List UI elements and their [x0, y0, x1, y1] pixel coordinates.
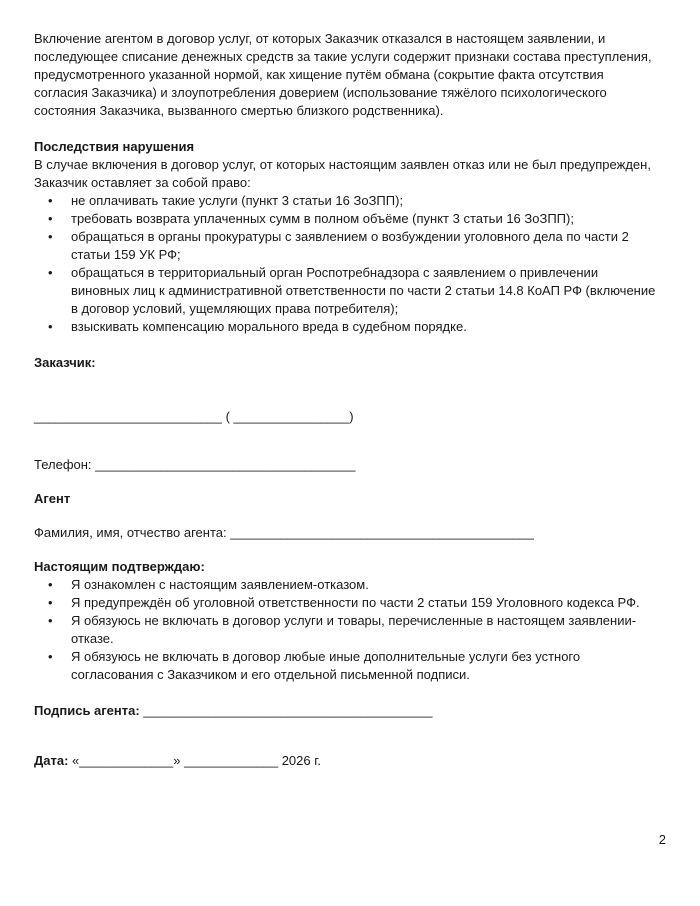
- intro-line: Включение агентом в договор услуг, от которых Заказчик отказался в настоящем заявлении, и: [34, 31, 606, 46]
- agent-signature-field[interactable]: [34, 702, 674, 720]
- customer-phone-field[interactable]: Телефон: ____________________________________: [34, 457, 356, 472]
- list-item: • Я ознакомлен с настоящим заявлением-отказом.: [71, 576, 674, 594]
- confirm-list: [34, 576, 674, 684]
- intro-line: согласия Заказчика) и злоупотребления доверием (использование тяжёлого психологического: [34, 85, 607, 100]
- list-item: • требовать возврата уплаченных сумм в полном объёме (пункт 3 статьи 16 ЗоЗПП);: [71, 210, 674, 228]
- consequences-heading: Последствия нарушения: [34, 139, 195, 154]
- agent-signature-line: ________________________________________: [139, 703, 433, 718]
- list-item: • обращаться в органы прокуратуры с заявлением о возбуждении уголовного дела по части 2 статьи 159 УК РФ;: [71, 228, 674, 264]
- date-line: «_____________» _____________ 2026 г.: [68, 753, 321, 768]
- consequences-lead-line: Заказчик оставляет за собой право:: [34, 175, 251, 190]
- confirm-section: [34, 558, 674, 684]
- agent-signature-label: Подпись агента:: [34, 703, 140, 718]
- list-item: • взыскивать компенсацию морального вреда в судебном порядке.: [71, 318, 674, 336]
- date-label: Дата:: [34, 753, 69, 768]
- intro-line: предусмотренного указанной нормой, как хищение путём обмана (сокрытие факта отсутствия: [34, 67, 604, 82]
- consequences-lead-line: В случае включения в договор услуг, от которых настоящим заявлен отказ или не был предупрежден,: [34, 157, 651, 172]
- customer-signature-field[interactable]: __________________________ ( ________________): [34, 409, 354, 424]
- list-item: • Я обязуюсь не включать в договор любые иные дополнительные услуги без устного согласования с Заказчиком и его отдельной письменной подписи.: [71, 648, 674, 684]
- page-number: 2: [658, 832, 666, 847]
- consequences-list: [34, 192, 674, 336]
- consequences-section: [34, 138, 674, 336]
- confirm-heading: Настоящим подтверждаю:: [34, 559, 205, 574]
- document-page: [34, 30, 674, 770]
- list-item: • Я предупреждён об уголовной ответственности по части 2 статьи 159 Уголовного кодекса РФ.: [71, 594, 674, 612]
- agent-name-field[interactable]: Фамилия, имя, отчество агента: __________________________________________: [34, 525, 534, 540]
- list-item: • Я обязуюсь не включать в договор услуги и товары, перечисленные в настоящем заявлении- отказе.: [71, 612, 674, 648]
- date-field[interactable]: [34, 752, 674, 770]
- intro-paragraph: [34, 30, 674, 120]
- agent-heading: Агент: [34, 491, 71, 506]
- list-item: • не оплачивать такие услуги (пункт 3 статьи 16 ЗоЗПП);: [71, 192, 674, 210]
- intro-line: состояния Заказчика, вызванного смертью близкого родственника).: [34, 103, 444, 118]
- customer-heading: Заказчик:: [34, 355, 96, 370]
- intro-line: последующее списание денежных средств за такие услуги содержит признаки состава преступления,: [34, 49, 652, 64]
- list-item: • обращаться в территориальный орган Роспотребнадзора с заявлением о привлечении виновных лиц к административной ответственности по части 2 статьи 14.8 КоАП РФ (включение в договор условий, ущемляющих права потребителя);: [71, 264, 674, 318]
